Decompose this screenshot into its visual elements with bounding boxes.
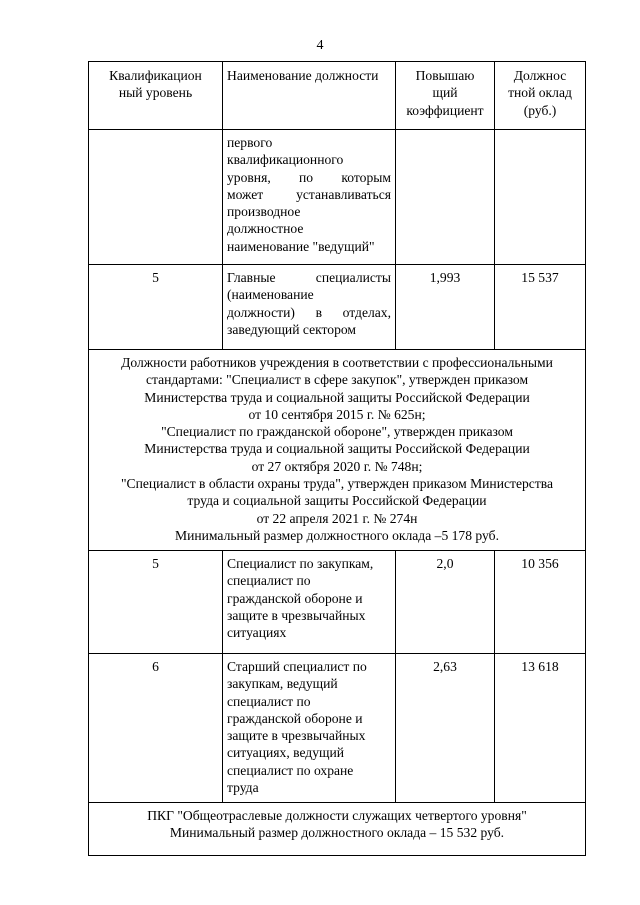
header-salary: Должнос тной оклад (руб.) (495, 62, 586, 130)
coefficient-cell: 2,63 (396, 654, 495, 803)
position-cell: Главные специалисты (наименование должности) в отделах, заведующий сектором (223, 265, 396, 350)
level-cell: 6 (89, 654, 223, 803)
position-cell: Специалист по закупкам, специалист по гражданской обороне и защите в чрезвычайных ситуациях (223, 551, 396, 654)
salary-cell: 13 618 (495, 654, 586, 803)
section-header-row (89, 350, 586, 551)
coefficient-cell: 1,993 (396, 265, 495, 350)
level-cell: 5 (89, 265, 223, 350)
position-cell: первого квалификационного уровня, по которым может устанавливаться производное должностное наименование "ведущий" (223, 130, 396, 265)
table-row (89, 265, 586, 350)
table-row (89, 130, 586, 265)
salary-cell: 15 537 (495, 265, 586, 350)
coefficient-cell: 2,0 (396, 551, 495, 654)
header-coefficient: Повышаю щий коэффициент (396, 62, 495, 130)
salary-table (88, 61, 586, 856)
table-row (89, 551, 586, 654)
table-row (89, 654, 586, 803)
section-text: Должности работников учреждения в соответствии с профессиональными стандартами: "Специалист в сфере закупок", утвержден приказом Министерства труда и социальной защиты Российской Федерации от 10 сентября 2015 г. № 625н; "Специалист по гражданской обороне", утвержден приказом Министерства труда и социальной защиты Российской Федерации от 27 октября 2020 г. № 748н; "Специалист в области охраны труда", утвержден приказом Министерства труда и социальной защиты Российской Федерации от 22 апреля 2021 г. № 274н Минимальный размер должностного оклада –5 178 руб. (89, 350, 586, 551)
salary-cell (495, 130, 586, 265)
table-header-row (89, 62, 586, 130)
header-qualification-level: Квалификацион ный уровень (89, 62, 223, 130)
level-cell: 5 (89, 551, 223, 654)
page-number: 4 (316, 38, 324, 53)
salary-cell: 10 356 (495, 551, 586, 654)
coefficient-cell (396, 130, 495, 265)
footer-row (89, 803, 586, 856)
footer-text: ПКГ "Общеотраслевые должности служащих четвертого уровня" Минимальный размер должностного оклада – 15 532 руб. (89, 803, 586, 856)
header-position-name: Наименование должности (223, 62, 396, 130)
position-cell: Старший специалист по закупкам, ведущий специалист по гражданской обороне и защите в чрезвычайных ситуациях, ведущий специалист по охране труда (223, 654, 396, 803)
level-cell (89, 130, 223, 265)
